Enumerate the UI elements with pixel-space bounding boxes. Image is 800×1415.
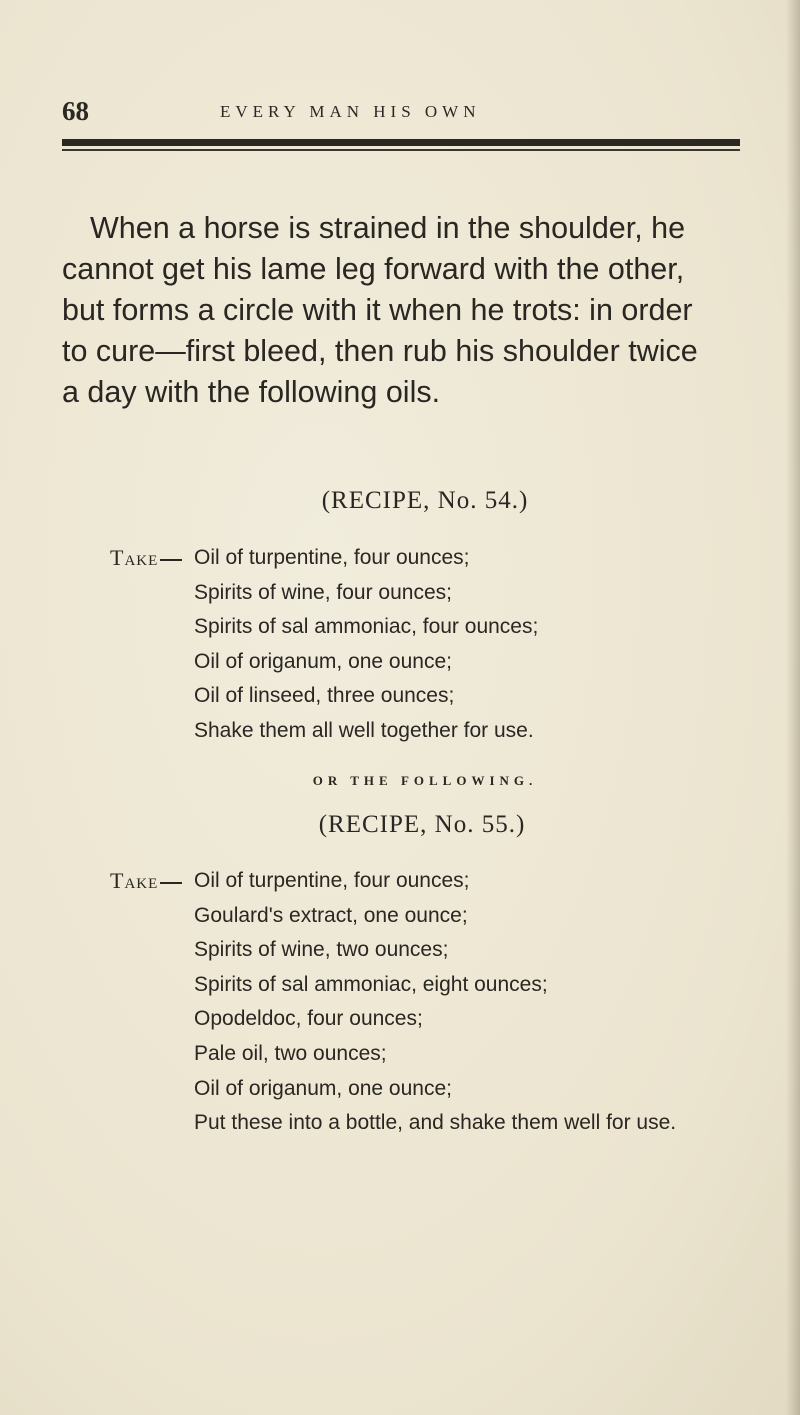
ingredient-line: Take Oil of turpentine, four ounces; [110, 541, 538, 576]
recipe-55-ingredients [110, 864, 676, 1141]
take-label: Take [110, 864, 184, 899]
ingredient-line: Put these into a bottle, and shake them well for use. [194, 1111, 677, 1135]
running-title: EVERY MAN HIS OWN [220, 102, 481, 121]
page-edge-shadow [786, 0, 800, 1415]
recipe-54-ingredients [110, 541, 538, 749]
ingredient-line: Spirits of sal ammoniac, four ounces; [194, 615, 539, 639]
running-head [62, 96, 760, 136]
intro-line: When a horse is strained in the shoulder, he [90, 211, 686, 245]
ingredient-line: Goulard's extract, one ounce; [194, 903, 468, 927]
ingredient-line: Spirits of wine, two ounces; [194, 938, 449, 962]
page-number: 68 [62, 96, 89, 126]
ingredient-line: Take Oil of turpentine, four ounces; [110, 864, 676, 899]
ingredient-line: Pale oil, two ounces; [194, 1041, 387, 1065]
ingredient-line: Opodeldoc, four ounces; [194, 1007, 423, 1031]
ingredient-line: Oil of origanum, one ounce; [194, 1076, 452, 1100]
intro-line: cannot get his lame leg forward with the other, [62, 252, 685, 286]
ingredient-line: Shake them all well together for use. [194, 718, 534, 742]
or-following-separator: OR THE FOLLOWING. [312, 773, 538, 788]
intro-line: to cure—first bleed, then rub his shoulder twice [62, 334, 698, 368]
recipe-55-heading: (RECIPE, No. 55.) [318, 811, 526, 838]
recipe-54-heading: (RECIPE, No. 54.) [321, 487, 529, 514]
ingredient-line: Oil of linseed, three ounces; [194, 684, 455, 708]
take-label: Take [110, 541, 184, 576]
intro-line: but forms a circle with it when he trots: in order [62, 293, 693, 327]
ingredient-line: Spirits of wine, four ounces; [194, 580, 452, 604]
intro-paragraph [62, 208, 752, 413]
ingredient-line: Spirits of sal ammoniac, eight ounces; [194, 972, 548, 996]
header-rule-thick [62, 139, 740, 146]
ingredient-line: Oil of origanum, one ounce; [194, 649, 452, 673]
intro-line: a day with the following oils. [62, 375, 441, 409]
header-rule-thin [62, 149, 740, 151]
